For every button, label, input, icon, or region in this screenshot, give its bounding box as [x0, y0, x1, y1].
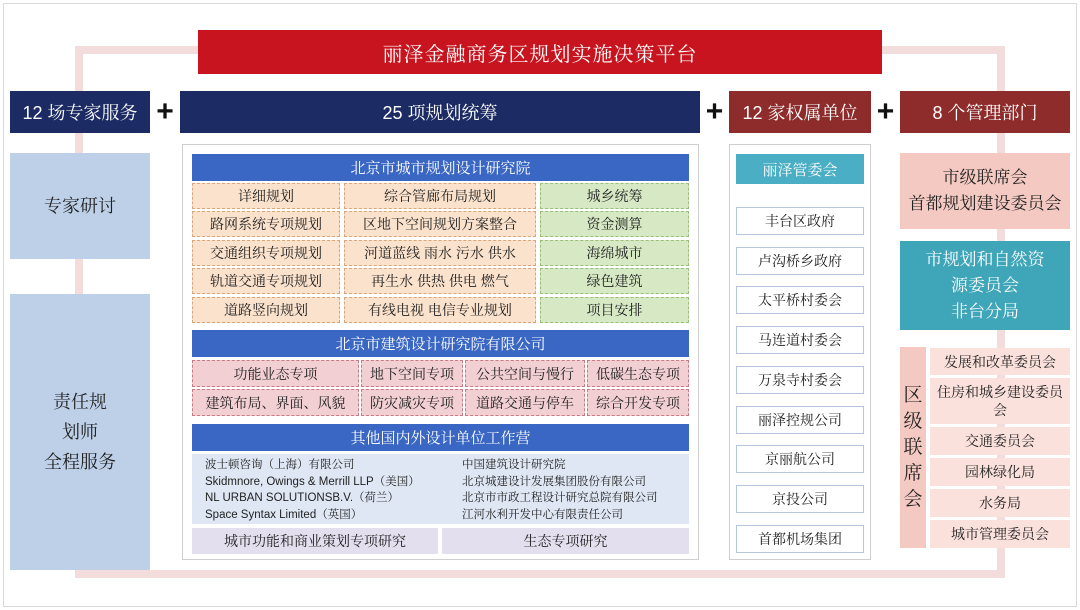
architecture-item: 地下空间专项	[361, 360, 463, 387]
responsible-line-1: 责任规	[53, 392, 107, 412]
district-char: 区	[903, 384, 923, 406]
header-units: 12 家权属单位	[729, 91, 871, 133]
company-item: 波士顿咨询（上海）有限公司	[205, 459, 355, 471]
joint-line-1: 市级联席会	[942, 168, 1028, 187]
connector-bottom	[75, 570, 1005, 578]
company-item: 北京城建设计发展集团股份有限公司	[462, 475, 646, 488]
plan-item: 项目安排	[540, 297, 689, 323]
architecture-item: 综合开发专项	[587, 389, 689, 416]
company-item: 江河水利开发中心有限责任公司	[462, 508, 623, 521]
companies-box	[192, 454, 689, 524]
platform-title: 丽泽金融商务区规划实施决策平台	[198, 30, 882, 74]
district-department: 园林绿化局	[930, 458, 1070, 486]
plan-item: 详细规划	[192, 183, 340, 209]
ownership-unit: 丰台区政府	[736, 207, 864, 235]
district-char: 会	[903, 488, 923, 510]
units-header: 丽泽管委会	[736, 154, 864, 184]
ownership-unit: 太平桥村委会	[736, 286, 864, 314]
plan-item: 城乡统筹	[540, 183, 689, 209]
study-urban-function: 城市功能和商业策划专项研究	[192, 528, 438, 554]
institute-architecture-header: 北京市建筑设计研究院有限公司	[192, 330, 689, 357]
plan-item: 区地下空间规划方案整合	[344, 211, 536, 237]
architecture-item: 功能业态专项	[192, 360, 359, 387]
ownership-unit: 卢沟桥乡政府	[736, 247, 864, 275]
header-planning: 25 项规划统筹	[180, 91, 700, 133]
planning-bureau-branch	[900, 241, 1070, 330]
plus-icon: +	[876, 95, 895, 128]
responsible-line-2: 划师	[62, 422, 98, 442]
joint-line-2: 首都规划建设委员会	[908, 194, 1062, 213]
ownership-unit: 京丽航公司	[736, 445, 864, 473]
study-ecology: 生态专项研究	[442, 528, 689, 554]
companies-left-list	[205, 457, 420, 523]
company-item: 北京市市政工程设计研究总院有限公司	[462, 492, 658, 504]
bureau-line-3: 非台分局	[951, 301, 1019, 321]
ownership-unit: 万泉寺村委会	[736, 366, 864, 394]
ownership-unit: 首都机场集团	[736, 525, 864, 553]
bureau-line-2: 源委员会	[951, 275, 1019, 295]
plan-item: 路网系统专项规划	[192, 211, 340, 237]
responsible-planner-service	[10, 294, 150, 570]
companies-right-list	[462, 457, 658, 523]
district-char: 级	[903, 410, 923, 432]
plan-item: 轨道交通专项规划	[192, 268, 340, 294]
plus-icon: +	[705, 95, 724, 128]
responsible-line-3: 全程服务	[44, 452, 116, 472]
plan-item: 综合管廊布局规划	[344, 183, 536, 209]
district-department: 城市管理委员会	[930, 520, 1070, 548]
plan-item: 绿色建筑	[540, 268, 689, 294]
architecture-item: 道路交通与停车	[465, 389, 585, 416]
company-item: Space Syntax Limited（英国）	[205, 508, 363, 521]
plan-item: 再生水 供热 供电 燃气	[344, 268, 536, 294]
plan-item: 河道蓝线 雨水 污水 供水	[344, 240, 536, 266]
company-item: Skidmnore, Owings & Merrill LLP（美国）	[205, 475, 420, 488]
architecture-item: 防灾减灾专项	[361, 389, 463, 416]
district-char: 席	[903, 462, 923, 484]
architecture-item: 公共空间与慢行	[465, 360, 585, 387]
bureau-line-1: 市规划和自然资	[925, 249, 1045, 269]
district-department: 住房和城乡建设委员会	[930, 378, 1070, 424]
header-departments: 8 个管理部门	[900, 91, 1070, 133]
company-item: 中国建筑设计研究院	[462, 459, 566, 471]
company-item: NL URBAN SOLUTIONSB.V.（荷兰）	[205, 492, 400, 504]
district-joint-meeting	[900, 347, 926, 548]
architecture-item: 低碳生态专项	[587, 360, 689, 387]
district-department: 发展和改革委员会	[930, 348, 1070, 375]
district-department: 交通委员会	[930, 427, 1070, 455]
district-char: 联	[903, 436, 923, 458]
other-units-header: 其他国内外设计单位工作营	[192, 424, 689, 451]
plan-item: 有线电视 电信专业规划	[344, 297, 536, 323]
ownership-unit: 丽泽控规公司	[736, 406, 864, 434]
ownership-unit: 马连道村委会	[736, 326, 864, 354]
ownership-unit: 京投公司	[736, 485, 864, 513]
municipal-joint-meeting	[900, 153, 1070, 229]
plan-item: 资金测算	[540, 211, 689, 237]
plus-icon: +	[156, 95, 174, 128]
plan-item: 海绵城市	[540, 240, 689, 266]
district-department: 水务局	[930, 489, 1070, 517]
expert-seminar: 专家研讨	[10, 153, 150, 259]
plan-item: 道路竖向规划	[192, 297, 340, 323]
plan-item: 交通组织专项规划	[192, 240, 340, 266]
institute-urban-planning-header: 北京市城市规划设计研究院	[192, 154, 689, 181]
header-experts: 12 场专家服务	[10, 91, 150, 133]
architecture-item: 建筑布局、界面、风貌	[192, 389, 359, 416]
